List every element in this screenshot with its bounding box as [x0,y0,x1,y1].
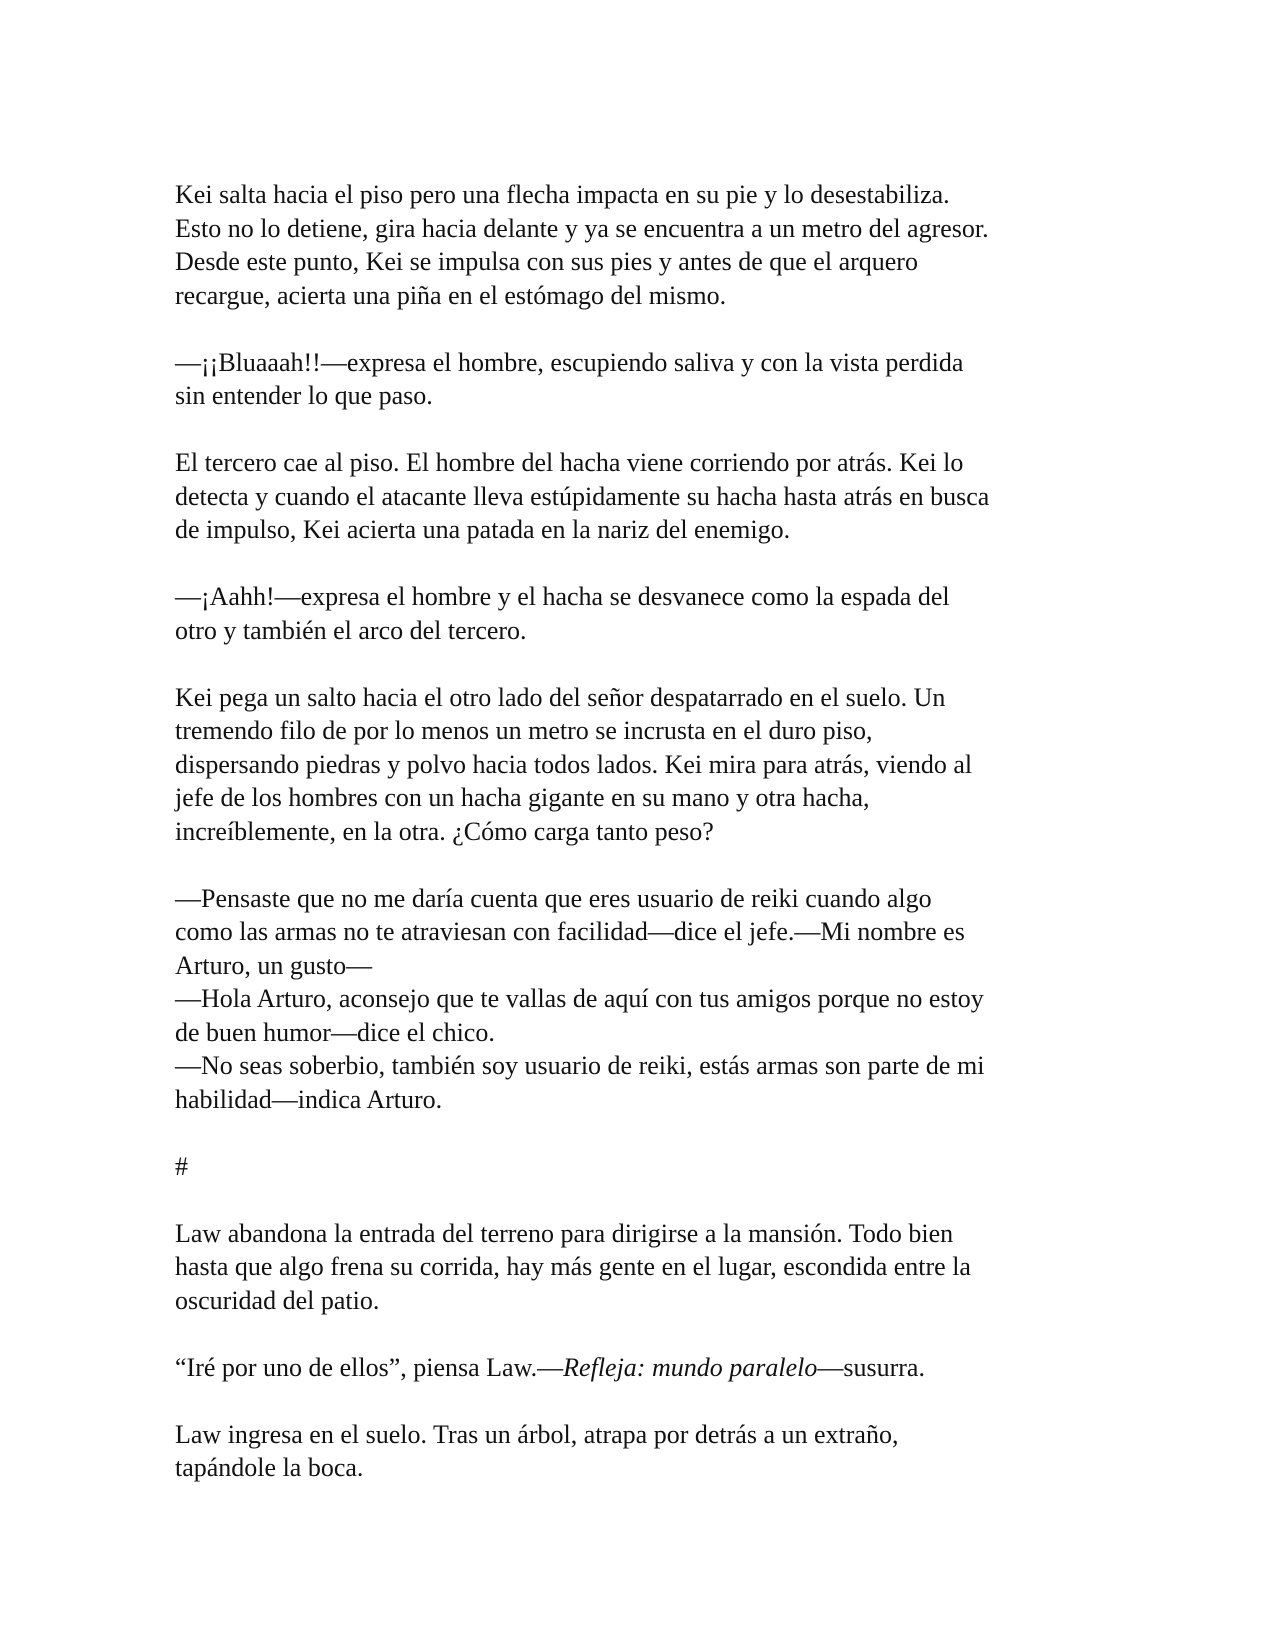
text-line: Kei pega un salto hacia el otro lado del señor despatarrado en el suelo. Un [175,682,946,712]
text-line: detecta y cuando el atacante lleva estúpidamente su hacha hasta atrás en busca [175,481,990,511]
text-line: Esto no lo detiene, gira hacia delante y ya se encuentra a un metro del agresor. [175,213,989,243]
text-line: tapándole la boca. [175,1453,364,1482]
paragraph-arturo-dialogue [175,882,1095,1117]
paragraph-law-mansion [175,1217,1095,1318]
scene-break-marker: # [175,1151,188,1181]
text-line: —No seas soberbio, también soy usuario de reiki, estás armas son parte de mi [175,1051,985,1080]
text-line: tremendo filo de por lo menos un metro se incrusta en el duro piso, [175,716,873,745]
text-line [175,1351,1095,1385]
text-line: recargue, acierta una piña en el estómago del mismo. [175,280,727,310]
text-line: como las armas no te atraviesan con facilidad—dice el jefe.—Mi nombre es [175,917,965,946]
paragraph-law-thought [175,1351,1095,1385]
document-page [175,178,1095,1485]
text-line: habilidad—indica Arturo. [175,1084,443,1114]
text-line: oscuridad del patio. [175,1285,380,1315]
paragraph-axe-dialogue [175,580,1095,647]
text-line: Law ingresa en el suelo. Tras un árbol, atrapa por detrás a un extraño, [175,1419,899,1449]
text-line: —¡¡Bluaaah!!—expresa el hombre, escupiendo saliva y con la vista perdida [175,347,964,377]
text-line: El tercero cae al piso. El hombre del hacha viene corriendo por atrás. Kei lo [175,448,964,477]
text-line: sin entender lo que paso. [175,381,433,410]
paragraph-archer-dialogue [175,346,1095,413]
text-line: Kei salta hacia el piso pero una flecha impacta en su pie y lo desestabiliza. [175,180,950,209]
text-line: jefe de los hombres con un hacha gigante en su mano y otra hacha, [175,783,870,812]
text-line: —Hola Arturo, aconsejo que te vallas de aquí con tus amigos porque no estoy [175,984,984,1013]
text-line: hasta que algo frena su corrida, hay más gente en el lugar, escondida entre la [175,1252,971,1281]
text-line: dispersando piedras y polvo hacia todos lados. Kei mira para atrás, viendo al [175,749,973,779]
text-line: Law abandona la entrada del terreno para dirigirse a la mansión. Todo bien [175,1218,954,1248]
paragraph-axe-man [175,446,1095,547]
text-line: increíblemente, en la otra. ¿Cómo carga tanto peso? [175,816,714,846]
spell-name: Refleja: mundo paralelo [563,1352,818,1382]
paragraph-law-attack [175,1418,1095,1485]
text-line: —¡Aahh!—expresa el hombre y el hacha se desvanece como la espada del [175,582,950,611]
text-line: Desde este punto, Kei se impulsa con sus pies y antes de que el arquero [175,247,918,276]
thought-after: —susurra. [817,1352,925,1382]
text-line: —Pensaste que no me daría cuenta que eres usuario de reiki cuando algo [175,883,932,913]
paragraph-kei-jump [175,178,1095,312]
paragraph-boss-appears [175,681,1095,849]
scene-break [175,1150,1095,1184]
text-line: otro y también el arco del tercero. [175,615,527,645]
text-line: de impulso, Kei acierta una patada en la nariz del enemigo. [175,515,791,544]
text-line: Arturo, un gusto— [175,950,373,980]
thought-quote: “Iré por uno de ellos”, piensa Law.— [175,1352,564,1382]
text-line: de buen humor—dice el chico. [175,1017,495,1047]
